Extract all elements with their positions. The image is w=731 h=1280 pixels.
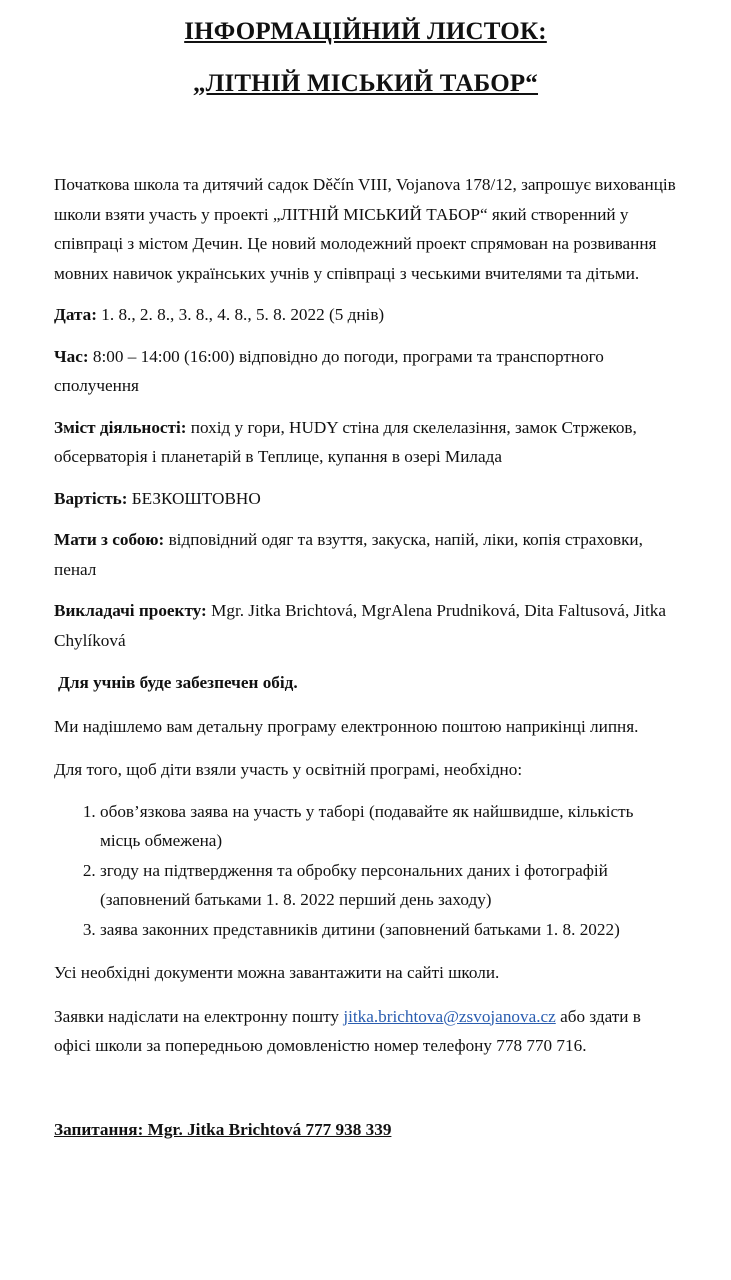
activities-value: похід у гори, HUDY стіна для скелелазіння, замок Стржеков, обсерваторія і планетарій в Теплице, купання в озері Милада (54, 417, 637, 466)
date-value: 1. 8., 2. 8., 3. 8., 4. 8., 5. 8. 2022 (5 днів) (96, 305, 385, 324)
document-title: ІНФОРМАЦІЙНИЙ ЛИСТОК: (184, 18, 547, 45)
teachers-label: Викладачі проекту: (54, 601, 207, 620)
applications-paragraph (54, 1002, 677, 1061)
document-subtitle: „ЛІТНІЙ МІСЬКИЙ ТАБОР“ (192, 70, 539, 97)
time-label: Час: (54, 346, 89, 366)
applications-text-after: або здати в офісі школи за попередньою домовленістю номер телефону 778 770 716. (54, 1006, 641, 1055)
applications-text-before: Заявки надіслати на електронну пошту (54, 1006, 344, 1026)
list-item: 3. заява законних представників дитини (заповнений батьками 1. 8. 2022) (100, 915, 677, 945)
activities-field (54, 413, 677, 472)
requirements-intro: Для того, щоб діти взяли участь у освітній програмі, необхідно: (54, 760, 523, 779)
activities-label: Зміст діяльності: (54, 417, 187, 437)
teachers-value: Mgr. Jitka Brichtová, MgrAlena Prudniková, Dita Faltusová, Jitka Chylíková (54, 601, 666, 650)
email-link[interactable]: jitka.brichtova@zsvojanova.cz (343, 1006, 556, 1026)
list-item: 1. обов’язкова заява на участь у таборі (подавайте як найшвидше, кількість місць обмежена) (100, 797, 677, 856)
date-label: Дата: (54, 305, 97, 324)
price-label: Вартість: (54, 488, 128, 508)
list-item: 2. згоду на підтвердження та обробку персональних даних і фотографій (заповнений батьками 1. 8. 2022 перший день заходу) (100, 856, 677, 915)
price-field (54, 484, 677, 514)
lunch-notice: Для учнів буде забезпечен обід. (58, 673, 298, 692)
bring-label: Мати з собою: (54, 530, 165, 549)
requirements-list (54, 797, 677, 945)
contact-line: Запитання: Mgr. Jitka Brichtová 777 938 339 (54, 1119, 392, 1139)
intro-paragraph: Початкова школа та дитячий садок Děčín VIII, Vojanova 178/12, запрошує вихованців школи взяти участь у проекті „ЛІТНІЙ МІСЬКИЙ ТАБОР“ який створенний у співпраці з містом Дечин. Це новий молодежний проект спрямован на розвивання мовних навичок українських учнів у співпраці з чеськими вчителями та дітьми. (54, 175, 676, 283)
bring-value: відповідний одяг та взуття, закуска, напій, ліки, копія страховки, пенал (54, 530, 643, 579)
teachers-field (54, 596, 677, 655)
time-field (54, 342, 677, 401)
bring-field (54, 525, 677, 584)
date-field (54, 300, 677, 330)
price-value: БЕЗКОШТОВНО (127, 488, 261, 508)
program-email-note: Ми надішлемо вам детальну програму електронною поштою наприкінці липня. (54, 716, 639, 736)
documents-note: Усі необхідні документи можна завантажити на сайті школи. (54, 963, 500, 982)
time-value: 8:00 – 14:00 (16:00) відповідно до погоди, програми та транспортного сполучення (54, 346, 604, 395)
